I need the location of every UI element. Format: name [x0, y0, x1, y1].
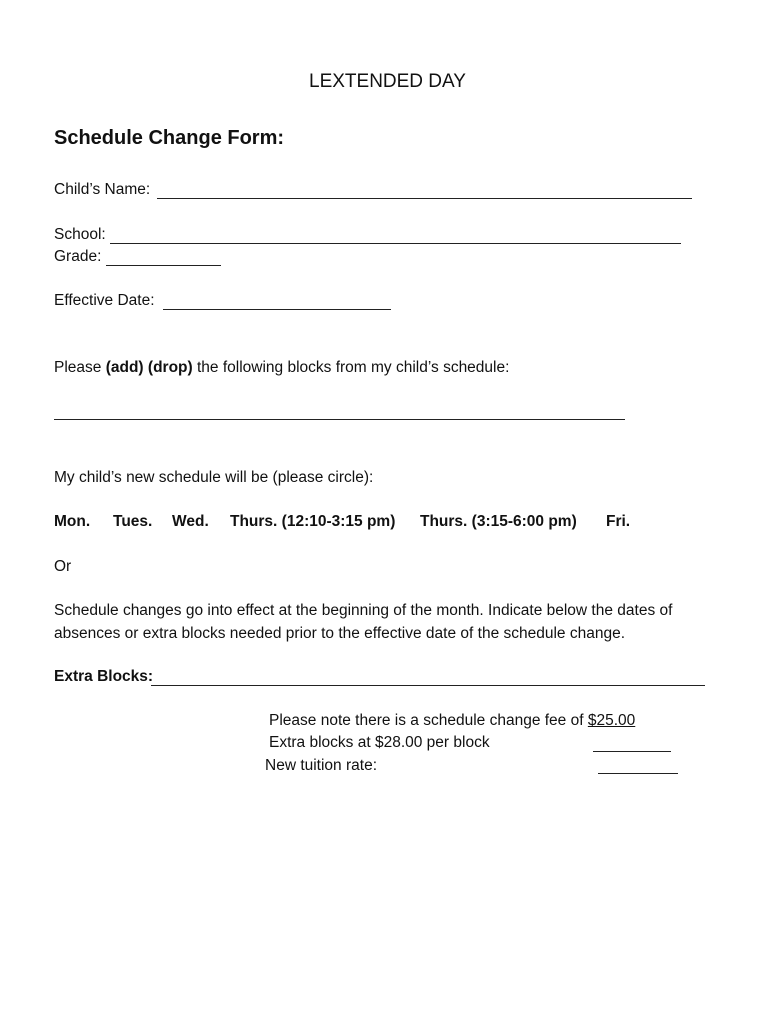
extra-blocks-blank[interactable]: [151, 685, 705, 686]
new-tuition-blank[interactable]: [598, 773, 678, 774]
effective-date-label: Effective Date:: [54, 292, 155, 309]
drop-option: (drop): [147, 359, 193, 376]
schedule-change-notice: Schedule changes go into effect at the beginning of the month. Indicate below the dates of absences or extra blocks needed prior to the effective date of the schedule change.: [54, 602, 673, 642]
blocks-request-prefix: Please: [54, 359, 106, 376]
day-option-wed[interactable]: Wed.: [172, 513, 209, 530]
day-option-thurs-late[interactable]: Thurs. (3:15-6:00 pm): [420, 513, 577, 530]
day-option-mon[interactable]: Mon.: [54, 513, 91, 530]
new-schedule-prompt: My child’s new schedule will be (please circle):: [54, 469, 374, 486]
blocks-blank[interactable]: [54, 419, 625, 420]
childs-name-blank[interactable]: [157, 198, 692, 199]
extra-blocks-rate-blank[interactable]: [593, 751, 671, 752]
school-label: School:: [54, 226, 106, 243]
form-heading: Schedule Change Form:: [54, 127, 285, 149]
change-fee-text: Please note there is a schedule change fee of: [269, 712, 588, 729]
day-option-fri[interactable]: Fri.: [606, 513, 631, 530]
add-option: (add): [105, 359, 144, 376]
blocks-request-text: [54, 358, 509, 378]
day-option-thurs-early[interactable]: Thurs. (12:10-3:15 pm): [230, 513, 396, 530]
blocks-request-suffix: the following blocks from my child’s schedule:: [192, 359, 510, 376]
childs-name-label: Child’s Name:: [54, 181, 151, 198]
change-fee-line: [269, 711, 635, 731]
grade-label: Grade:: [54, 248, 102, 265]
extra-blocks-label: Extra Blocks:: [54, 668, 154, 685]
grade-blank[interactable]: [106, 265, 221, 266]
change-fee-amount: $25.00: [587, 712, 636, 729]
document-title: LEXTENDED DAY: [309, 71, 466, 92]
new-tuition-label: New tuition rate:: [265, 757, 377, 774]
extra-blocks-rate: Extra blocks at $28.00 per block: [269, 734, 490, 751]
effective-date-blank[interactable]: [163, 309, 391, 310]
or-text: Or: [54, 558, 72, 575]
school-blank[interactable]: [110, 243, 681, 244]
day-option-tues[interactable]: Tues.: [113, 513, 153, 530]
